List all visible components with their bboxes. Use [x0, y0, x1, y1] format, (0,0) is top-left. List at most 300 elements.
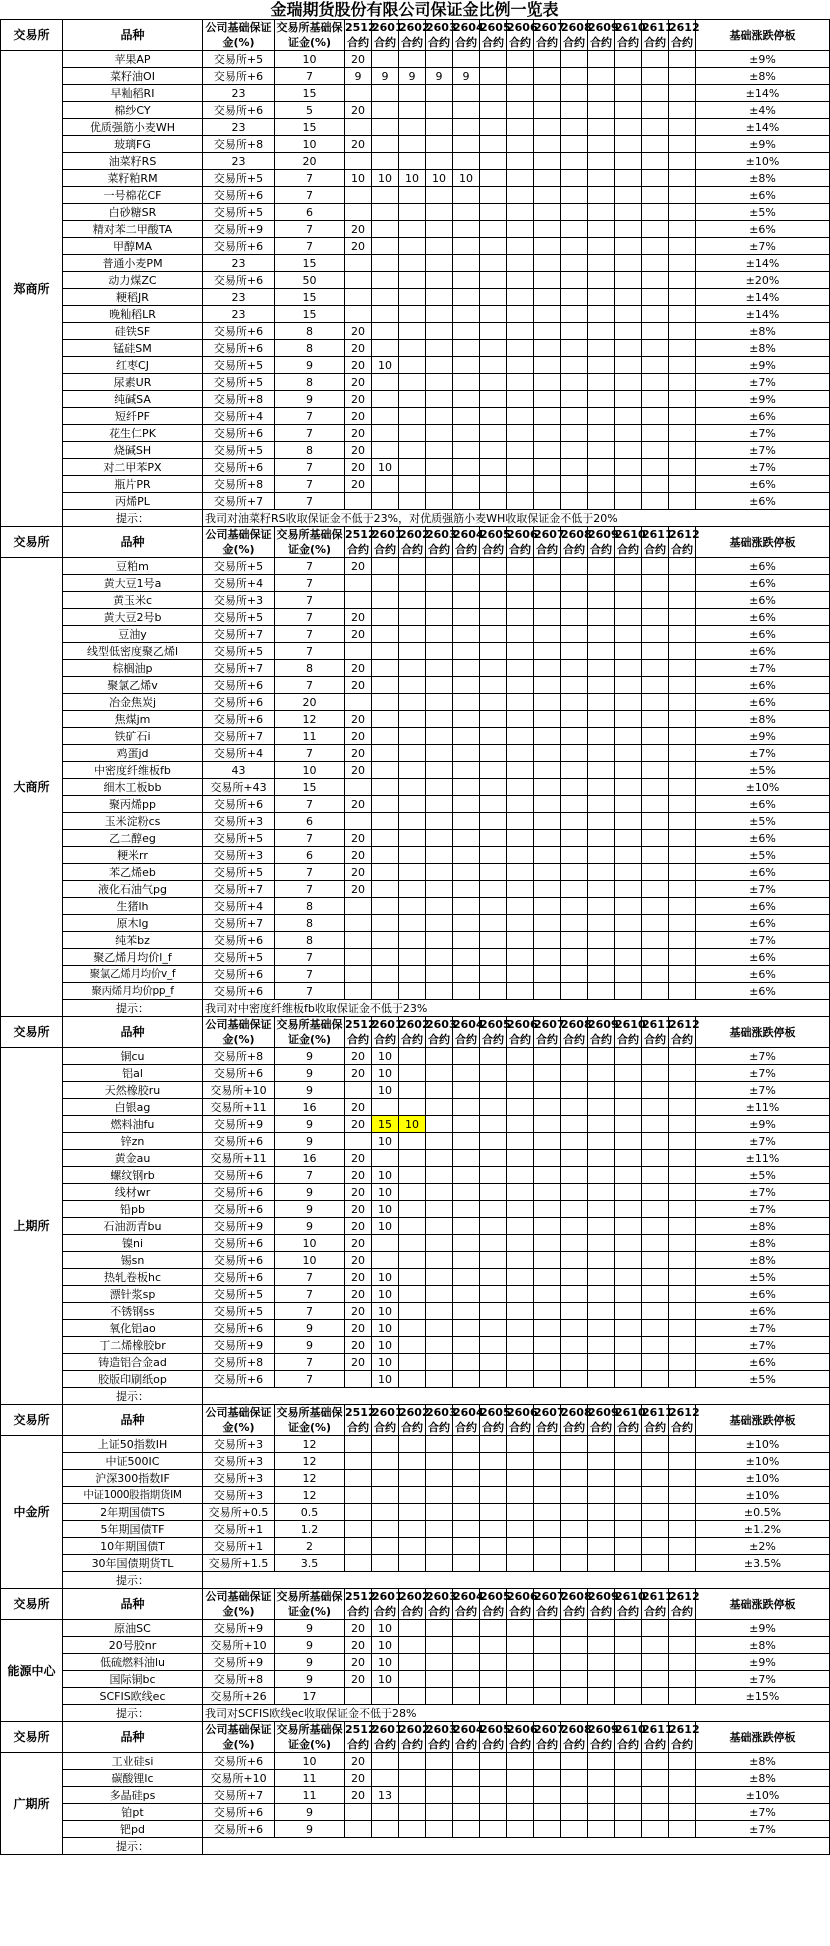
- month-margin: [480, 1688, 507, 1705]
- month-margin: [372, 1688, 399, 1705]
- header-month: 2607合约: [534, 1723, 565, 1751]
- month-margin: [588, 1286, 615, 1303]
- price-limit: ±6%: [696, 966, 830, 983]
- month-margin: [561, 102, 588, 119]
- month-margin: [669, 85, 696, 102]
- exchange-margin: 7: [275, 1371, 345, 1388]
- price-limit: ±14%: [696, 255, 830, 272]
- month-margin: [345, 119, 372, 136]
- price-limit: ±9%: [696, 1654, 830, 1671]
- product-name: 镍ni: [63, 1235, 203, 1252]
- month-margin: 20: [345, 728, 372, 745]
- month-margin: [588, 136, 615, 153]
- month-margin: [642, 1150, 669, 1167]
- month-margin: [426, 1116, 453, 1133]
- exchange-margin: 8: [275, 323, 345, 340]
- month-margin: [372, 1487, 399, 1504]
- month-margin: [399, 609, 426, 626]
- month-margin: [480, 1821, 507, 1838]
- exchange-margin: 10: [275, 51, 345, 68]
- month-margin: [642, 864, 669, 881]
- product-name: 早籼稻RI: [63, 85, 203, 102]
- exchange-name: 大商所: [1, 558, 63, 1017]
- price-limit: ±20%: [696, 272, 830, 289]
- month-margin: [453, 881, 480, 898]
- month-margin: [372, 1150, 399, 1167]
- month-margin: [426, 1286, 453, 1303]
- note-text: [203, 1838, 830, 1855]
- month-margin: [642, 1184, 669, 1201]
- exchange-margin: 9: [275, 1218, 345, 1235]
- month-margin: [426, 575, 453, 592]
- exchange-margin: 7: [275, 238, 345, 255]
- month-margin: [426, 1201, 453, 1218]
- header-month: 2606合约: [507, 528, 538, 556]
- month-margin: [642, 1671, 669, 1688]
- month-margin: [642, 1787, 669, 1804]
- month-margin: [642, 425, 669, 442]
- month-margin: [669, 1218, 696, 1235]
- month-margin: [507, 796, 534, 813]
- exchange-margin: 9: [275, 1082, 345, 1099]
- month-margin: [507, 1453, 534, 1470]
- note-label: 提示：: [63, 1838, 203, 1855]
- month-margin: 20: [345, 221, 372, 238]
- month-margin: 20: [345, 1303, 372, 1320]
- month-margin: [642, 1252, 669, 1269]
- month-margin: [534, 626, 561, 643]
- month-margin: [588, 1065, 615, 1082]
- header-month: 2608合约: [561, 1590, 592, 1618]
- month-margin: [534, 881, 561, 898]
- month-margin: [588, 728, 615, 745]
- table-row: [1, 745, 830, 762]
- month-margin: [480, 1201, 507, 1218]
- month-margin: [642, 1303, 669, 1320]
- table-row: [1, 204, 830, 221]
- month-margin: [561, 949, 588, 966]
- month-margin: [399, 660, 426, 677]
- month-margin: [669, 323, 696, 340]
- company-margin: 交易所+6: [203, 1184, 275, 1201]
- month-margin: [507, 575, 534, 592]
- header-company-margin: 公司基础保证金(%): [203, 527, 275, 558]
- month-margin: [426, 289, 453, 306]
- month-margin: 10: [372, 1133, 399, 1150]
- month-margin: [561, 323, 588, 340]
- month-margin: [561, 1753, 588, 1770]
- month-margin: [453, 187, 480, 204]
- month-margin: [588, 558, 615, 575]
- month-margin: [615, 1286, 642, 1303]
- month-margin: [588, 1620, 615, 1637]
- price-limit: ±10%: [696, 1487, 830, 1504]
- product-name: 铝al: [63, 1065, 203, 1082]
- table-row: [1, 779, 830, 796]
- month-margin: [534, 153, 561, 170]
- month-margin: [372, 408, 399, 425]
- month-margin: [507, 119, 534, 136]
- header-month: 2612合约: [669, 1406, 700, 1434]
- month-margin: [642, 68, 669, 85]
- month-margin: [372, 187, 399, 204]
- company-margin: 交易所+6: [203, 459, 275, 476]
- month-margin: [426, 1453, 453, 1470]
- month-margin: [588, 221, 615, 238]
- month-margin: [480, 711, 507, 728]
- note-text: [203, 1388, 830, 1405]
- month-margin: [561, 813, 588, 830]
- month-margin: [561, 1538, 588, 1555]
- table-row: [1, 1654, 830, 1671]
- month-margin: [399, 1504, 426, 1521]
- header-month: 2609合约: [588, 1018, 619, 1046]
- header-month: 2601合约: [372, 528, 403, 556]
- month-margin: [588, 1753, 615, 1770]
- month-margin: [453, 643, 480, 660]
- price-limit: ±6%: [696, 575, 830, 592]
- month-margin: [588, 609, 615, 626]
- month-margin: [642, 1470, 669, 1487]
- month-margin: [507, 1504, 534, 1521]
- month-margin: [561, 1770, 588, 1787]
- month-margin: [615, 643, 642, 660]
- month-margin: [534, 85, 561, 102]
- note-row: [1, 1572, 830, 1589]
- header-company-margin: 公司基础保证金(%): [203, 20, 275, 51]
- month-margin: [426, 459, 453, 476]
- month-margin: [561, 1436, 588, 1453]
- month-margin: [453, 609, 480, 626]
- product-name: 中密度纤维板fb: [63, 762, 203, 779]
- month-margin: [615, 323, 642, 340]
- month-margin: [453, 1787, 480, 1804]
- header-month: 2601合约: [372, 21, 403, 49]
- product-name: 螺纹钢rb: [63, 1167, 203, 1184]
- month-margin: [507, 476, 534, 493]
- company-margin: 交易所+5: [203, 1303, 275, 1320]
- header-month: 2604合约: [453, 1018, 484, 1046]
- month-margin: [534, 323, 561, 340]
- month-margin: [615, 745, 642, 762]
- product-name: 线材wr: [63, 1184, 203, 1201]
- product-name: 玉米淀粉cs: [63, 813, 203, 830]
- company-margin: 交易所+6: [203, 796, 275, 813]
- month-margin: [426, 1167, 453, 1184]
- month-margin: [453, 391, 480, 408]
- note-row: [1, 1000, 830, 1017]
- company-margin: 交易所+6: [203, 694, 275, 711]
- month-margin: [453, 425, 480, 442]
- month-margin: [507, 289, 534, 306]
- price-limit: ±11%: [696, 1099, 830, 1116]
- exchange-margin: 7: [275, 983, 345, 1000]
- month-margin: [480, 1637, 507, 1654]
- exchange-margin: 9: [275, 1201, 345, 1218]
- month-margin: [588, 238, 615, 255]
- month-margin: [372, 374, 399, 391]
- company-margin: 交易所+3: [203, 1436, 275, 1453]
- month-margin: [615, 1235, 642, 1252]
- month-margin: [399, 1235, 426, 1252]
- month-margin: [480, 476, 507, 493]
- month-margin: [372, 626, 399, 643]
- month-margin: [588, 1337, 615, 1354]
- month-margin: [534, 1453, 561, 1470]
- header-month: 2611合约: [642, 1018, 673, 1046]
- month-margin: [507, 728, 534, 745]
- month-margin: [534, 493, 561, 510]
- month-margin: [561, 68, 588, 85]
- exchange-margin: 1.2: [275, 1521, 345, 1538]
- month-margin: [453, 1354, 480, 1371]
- company-margin: 交易所+3: [203, 847, 275, 864]
- product-name: 烧碱SH: [63, 442, 203, 459]
- month-margin: [642, 813, 669, 830]
- month-margin: [561, 796, 588, 813]
- month-margin: [642, 830, 669, 847]
- month-margin: [669, 1337, 696, 1354]
- month-margin: [534, 136, 561, 153]
- month-margin: [453, 728, 480, 745]
- note-row: [1, 1838, 830, 1855]
- month-margin: [480, 1167, 507, 1184]
- exchange-margin: 15: [275, 85, 345, 102]
- month-margin: [453, 119, 480, 136]
- month-margin: [669, 1235, 696, 1252]
- header-month: 2606合约: [507, 1590, 538, 1618]
- price-limit: ±14%: [696, 85, 830, 102]
- exchange-margin: 7: [275, 575, 345, 592]
- product-name: 液化石油气pg: [63, 881, 203, 898]
- month-margin: [372, 85, 399, 102]
- month-margin: [507, 1201, 534, 1218]
- header-month: 2605合约: [480, 1723, 511, 1751]
- company-margin: 交易所+6: [203, 1804, 275, 1821]
- month-margin: [615, 983, 642, 1000]
- month-margin: [426, 1303, 453, 1320]
- exchange-margin: 9: [275, 391, 345, 408]
- month-margin: [453, 864, 480, 881]
- month-margin: [399, 1337, 426, 1354]
- month-margin: [426, 592, 453, 609]
- table-row: [1, 272, 830, 289]
- month-margin: [642, 983, 669, 1000]
- month-margin: [426, 153, 453, 170]
- month-margin: [561, 1555, 588, 1572]
- month-margin: [561, 575, 588, 592]
- product-name: 国际铜bc: [63, 1671, 203, 1688]
- month-margin: [453, 575, 480, 592]
- company-margin: 23: [203, 119, 275, 136]
- month-margin: [345, 1804, 372, 1821]
- header-product: 品种: [63, 1722, 203, 1753]
- month-margin: [426, 1436, 453, 1453]
- month-margin: [588, 119, 615, 136]
- month-margin: [426, 221, 453, 238]
- month-margin: 20: [345, 476, 372, 493]
- product-name: 黄大豆2号b: [63, 609, 203, 626]
- month-margin: [372, 1235, 399, 1252]
- month-margin: [669, 1654, 696, 1671]
- month-margin: [507, 1620, 534, 1637]
- month-margin: [480, 1303, 507, 1320]
- month-margin: [642, 442, 669, 459]
- month-margin: [453, 306, 480, 323]
- month-margin: [615, 1453, 642, 1470]
- month-margin: [480, 779, 507, 796]
- month-margin: [507, 1082, 534, 1099]
- table-row: [1, 830, 830, 847]
- month-margin: [615, 459, 642, 476]
- exchange-margin: 9: [275, 1637, 345, 1654]
- month-margin: [426, 1354, 453, 1371]
- month-margin: 10: [372, 1620, 399, 1637]
- month-margin: [453, 1487, 480, 1504]
- month-margin: [453, 1504, 480, 1521]
- table-row: [1, 306, 830, 323]
- month-margin: [615, 762, 642, 779]
- month-margin: [642, 745, 669, 762]
- month-margin: [534, 1218, 561, 1235]
- month-margin: [669, 1354, 696, 1371]
- price-limit: ±7%: [696, 1065, 830, 1082]
- month-margin: [588, 102, 615, 119]
- month-margin: [453, 796, 480, 813]
- month-margin: [561, 745, 588, 762]
- table-row: [1, 1065, 830, 1082]
- price-limit: ±6%: [696, 626, 830, 643]
- month-margin: [534, 745, 561, 762]
- price-limit: ±0.5%: [696, 1504, 830, 1521]
- company-margin: 交易所+6: [203, 1167, 275, 1184]
- month-margin: [345, 1487, 372, 1504]
- price-limit: ±5%: [696, 847, 830, 864]
- month-margin: [507, 1654, 534, 1671]
- month-margin: [345, 915, 372, 932]
- table-row: [1, 493, 830, 510]
- month-margin: [642, 102, 669, 119]
- table-row: [1, 660, 830, 677]
- month-margin: [615, 1371, 642, 1388]
- price-limit: ±7%: [696, 1184, 830, 1201]
- product-name: 10年期国债T: [63, 1538, 203, 1555]
- table-row: [1, 1538, 830, 1555]
- exchange-margin: 7: [275, 1167, 345, 1184]
- month-margin: [534, 966, 561, 983]
- month-margin: [588, 915, 615, 932]
- month-margin: [480, 204, 507, 221]
- month-margin: [426, 762, 453, 779]
- month-margin: [399, 1770, 426, 1787]
- month-margin: [534, 864, 561, 881]
- month-margin: [453, 51, 480, 68]
- month-margin: [399, 966, 426, 983]
- section-header-row: [1, 20, 830, 51]
- month-margin: [426, 1065, 453, 1082]
- exchange-margin: 9: [275, 1821, 345, 1838]
- month-margin: [534, 1470, 561, 1487]
- header-exchange: 交易所: [1, 527, 63, 558]
- header-month: 2512合约: [345, 1723, 376, 1751]
- month-margin: [426, 323, 453, 340]
- table-row: [1, 1787, 830, 1804]
- month-margin: [345, 592, 372, 609]
- month-margin: [561, 306, 588, 323]
- price-limit: ±6%: [696, 408, 830, 425]
- month-margin: [399, 1671, 426, 1688]
- month-margin: [642, 762, 669, 779]
- month-margin: [561, 255, 588, 272]
- month-margin: [642, 1804, 669, 1821]
- month-margin: [345, 85, 372, 102]
- month-margin: [507, 153, 534, 170]
- exchange-margin: 7: [275, 592, 345, 609]
- month-margin: [561, 1337, 588, 1354]
- month-margin: [534, 1504, 561, 1521]
- month-margin: [642, 1116, 669, 1133]
- month-margin: [372, 745, 399, 762]
- month-margin: 20: [345, 357, 372, 374]
- month-margin: [372, 779, 399, 796]
- month-margin: [669, 51, 696, 68]
- month-margin: [561, 1620, 588, 1637]
- month-margin: [615, 1770, 642, 1787]
- month-margin: [453, 1688, 480, 1705]
- note-label: 提示：: [63, 1000, 203, 1017]
- month-margin: [345, 813, 372, 830]
- month-margin: [372, 864, 399, 881]
- month-margin: [588, 626, 615, 643]
- month-margin: [507, 1286, 534, 1303]
- table-row: [1, 1487, 830, 1504]
- table-row: [1, 983, 830, 1000]
- table-row: [1, 1354, 830, 1371]
- month-margin: [480, 170, 507, 187]
- header-month: 2604合约: [453, 528, 484, 556]
- month-margin: [642, 357, 669, 374]
- header-product: 品种: [63, 527, 203, 558]
- month-margin: [453, 1371, 480, 1388]
- company-margin: 交易所+6: [203, 1201, 275, 1218]
- month-margin: [453, 153, 480, 170]
- price-limit: ±8%: [696, 340, 830, 357]
- exchange-margin: 9: [275, 1116, 345, 1133]
- month-margin: [453, 1167, 480, 1184]
- month-margin: [642, 119, 669, 136]
- price-limit: ±6%: [696, 558, 830, 575]
- month-margin: [345, 694, 372, 711]
- month-margin: [426, 1099, 453, 1116]
- month-margin: [399, 119, 426, 136]
- month-margin: 10: [372, 1303, 399, 1320]
- month-margin: [426, 1252, 453, 1269]
- month-margin: [588, 1521, 615, 1538]
- price-limit: ±7%: [696, 1671, 830, 1688]
- month-margin: [372, 983, 399, 1000]
- month-margin: [561, 442, 588, 459]
- month-margin: [615, 1269, 642, 1286]
- note-text: 我司对油菜籽RS收取保证金不低于23%，对优质强筋小麦WH收取保证金不低于20%: [203, 510, 830, 527]
- month-margin: [453, 1235, 480, 1252]
- month-margin: [480, 408, 507, 425]
- header-limit: 基础涨跌停板: [696, 1589, 830, 1620]
- month-margin: [399, 238, 426, 255]
- month-margin: [615, 1436, 642, 1453]
- month-margin: [426, 136, 453, 153]
- exchange-margin: 7: [275, 626, 345, 643]
- price-limit: ±10%: [696, 1453, 830, 1470]
